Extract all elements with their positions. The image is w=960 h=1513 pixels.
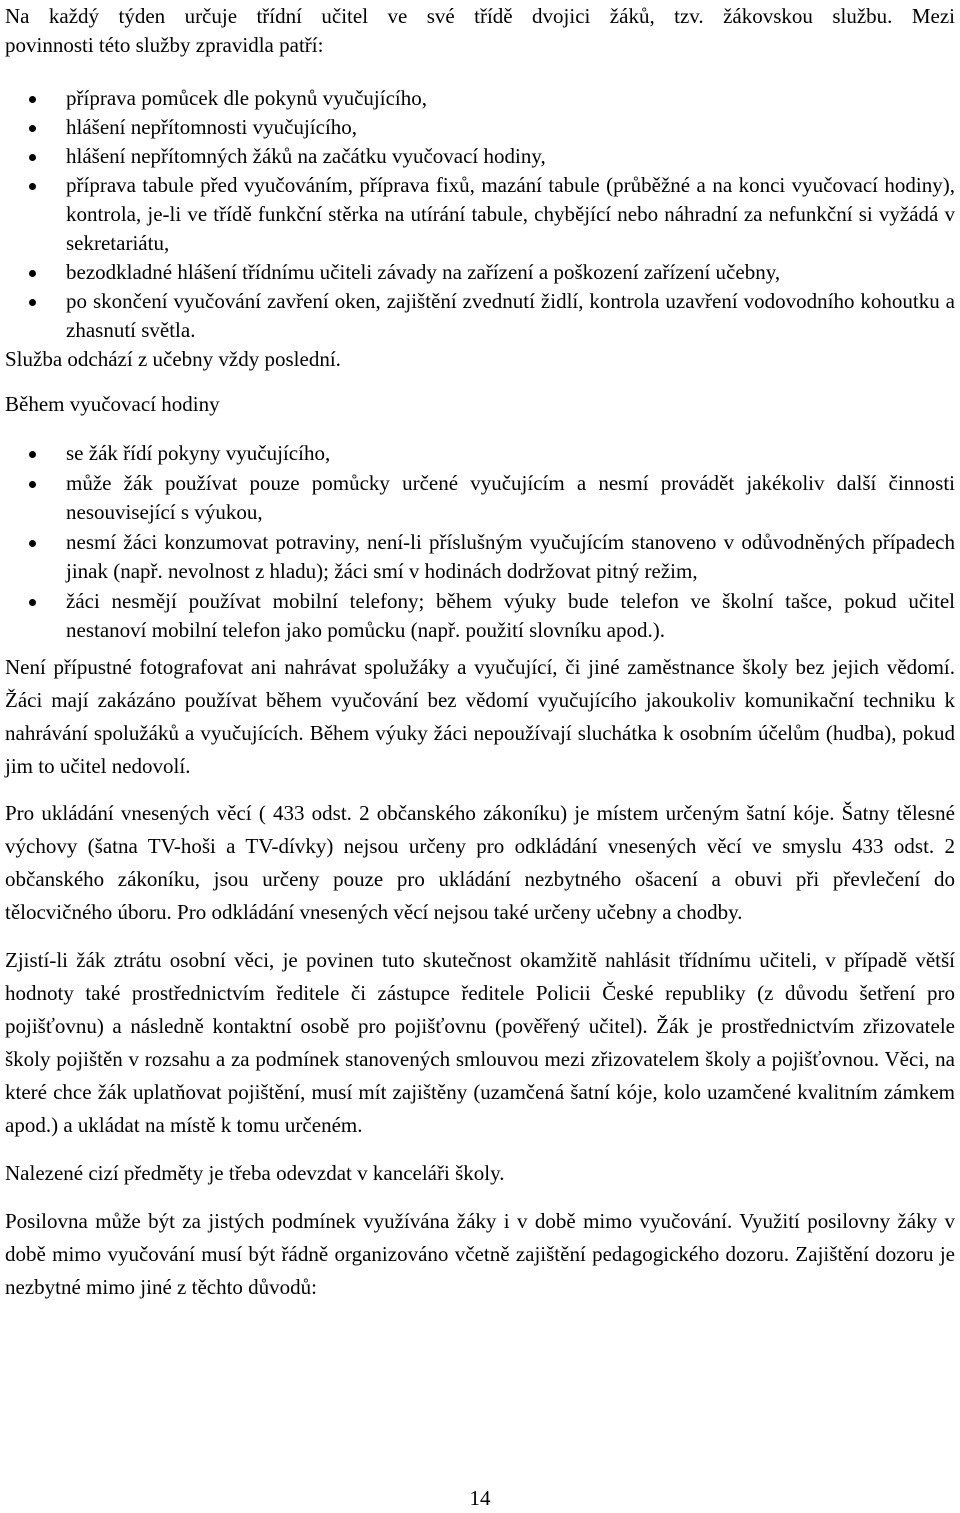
duties-list <box>5 84 955 345</box>
list-item: příprava pomůcek dle pokynů vyučujícího, <box>66 84 955 113</box>
storage-paragraph: Pro ukládání vnesených věcí ( 433 odst. 2 občanského zákoníku) je místem určeným šatní kóje. Šatny tělesné výchovy (šatna TV-hoši a TV-dívky) nejsou určeny pro odkládání vnesených věcí ve smyslu 433 odst. 2 občanského zákoníku, jsou určeny pouze pro ukládání nezbytného ošacení a obuvi při převlečení do tělocvičného úboru. Pro odkládání vnesených věcí nejsou také určeny učebny a chodby. <box>5 801 955 924</box>
list-item: příprava tabule před vyučováním, příprava fixů, mazání tabule (průběžné a na konci vyučovací hodiny), kontrola, je-li ve třídě funkční stěrka na utírání tabule, chybějící nebo náhradní za nefunkční si vyžádá v sekretariátu, <box>66 171 955 258</box>
list-item: může žák používat pouze pomůcky určené vyučujícím a nesmí provádět jakékoliv další činnosti nesouvisející s výukou, <box>66 469 955 527</box>
list-item: bezodkladné hlášení třídnímu učiteli závady na zařízení a poškození zařízení učebny, <box>66 258 955 287</box>
document-page <box>5 0 955 1304</box>
intro-paragraph <box>5 0 955 60</box>
list-item: nesmí žáci konzumovat potraviny, není-li příslušným vyučujícím stanoveno v odůvodněných případech jinak (např. nevolnost z hladu); žáci smí v hodinách dodržovat pitný režim, <box>66 528 955 586</box>
during-lesson-heading: Během vyučovací hodiny <box>5 392 220 416</box>
photo-recording-paragraph: Není přípustné fotografovat ani nahrávat spolužáky a vyučující, či jiné zaměstnance školy bez jejich vědomí. Žáci mají zakázáno používat během vyučování bez vědomí vyučujícího jakoukoliv komunikační techniku k nahrávání spolužáků a vyučujících. Během výuky žáci nepoužívají sluchátka k osobním účelům (hudba), pokud jim to učitel nedovolí. <box>5 655 955 778</box>
page-number: 14 <box>469 1486 491 1510</box>
gym-paragraph: Posilovna může být za jistých podmínek využívána žáky i v době mimo vyučování. Využití posilovny žáky v době mimo vyučování musí být řádně organizováno včetně zajištění pedagogického dozoru. Zajištění dozoru je nezbytné mimo jiné z těchto důvodů: <box>5 1209 955 1299</box>
loss-paragraph: Zjistí-li žák ztrátu osobní věci, je povinen tuto skutečnost okamžitě nahlásit třídnímu učiteli, v případě větší hodnoty také prostřednictvím ředitele či zástupce ředitele Policii České republiky (z důvodu šetření pro pojišťovnu) a následně kontaktní osobě pro pojišťovnu (pověřený učitel). Žák je prostřednictvím zřizovatele školy pojištěn v rozsahu a za podmínek stanovených smlouvou mezi zřizovatelem školy a pojišťovnou. Věci, na které chce žák uplatňovat pojištění, musí mít zajištěny (uzamčená šatní kóje, kolo uzamčené kvalitním zámkem apod.) a ukládat na místě k tomu určeném. <box>5 948 955 1137</box>
intro-line-2: povinnosti této služby zpravidla patří: <box>5 33 324 57</box>
lesson-rules-list <box>5 439 955 645</box>
list-item: se žák řídí pokyny vyučujícího, <box>66 439 955 468</box>
intro-line-1: Na každý týden určuje třídní učitel ve své třídě dvojici žáků, tzv. žákovskou službu. Mezi <box>5 4 955 28</box>
list-item: žáci nesmějí používat mobilní telefony; během výuky bude telefon ve školní tašce, pokud učitel nestanoví mobilní telefon jako pomůcku (např. použití slovníku apod.). <box>66 587 955 645</box>
list-item: hlášení nepřítomných žáků na začátku vyučovací hodiny, <box>66 142 955 171</box>
list-item: hlášení nepřítomnosti vyučujícího, <box>66 113 955 142</box>
service-leaves-text: Služba odchází z učebny vždy poslední. <box>5 347 341 371</box>
list-item: po skončení vyučování zavření oken, zajištění zvednutí židlí, kontrola uzavření vodovodního kohoutku a zhasnutí světla. <box>66 287 955 345</box>
found-items-paragraph: Nalezené cizí předměty je třeba odevzdat v kanceláři školy. <box>5 1161 505 1185</box>
